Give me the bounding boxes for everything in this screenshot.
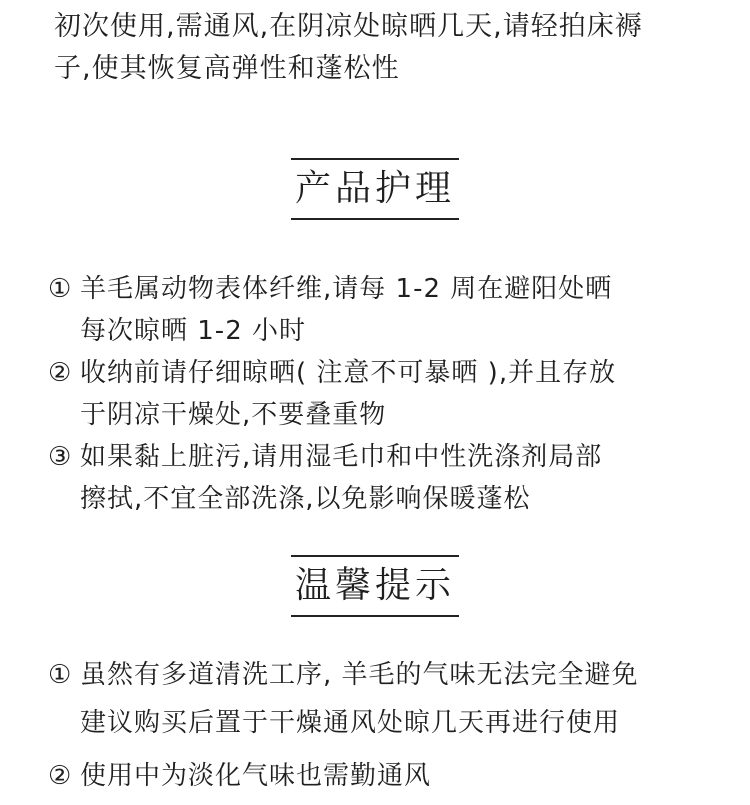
intro-line: 初次使用,需通风,在阴凉处晾晒几天,请轻拍床褥 [54,11,643,42]
item-text-continued: 于阴凉干燥处,不要叠重物 [80,400,387,430]
item-text-continued: 擦拭,不宜全部洗涤,以免影响保暖蓬松 [80,484,531,514]
item-number: ② [48,761,73,791]
care-list [48,268,728,520]
tips-section-title: 温馨提示 [291,555,459,617]
list-item [48,752,728,800]
item-text: 如果黏上脏污,请用湿毛巾和中性洗涤剂局部 [80,442,603,472]
item-number: ③ [48,442,73,472]
item-number: ② [48,358,73,388]
item-text: 使用中为淡化气味也需勤通风 [80,761,432,791]
item-number: ① [48,660,73,690]
intro-line: 子,使其恢复高弹性和蓬松性 [54,53,400,84]
item-number: ① [48,274,73,304]
list-item [48,268,728,352]
list-item [48,651,728,747]
item-text-continued: 每次晾晒 1-2 小时 [80,316,306,346]
item-text: 羊毛属动物表体纤维,请每 1-2 周在避阳处晒 [80,274,613,304]
item-text: 收纳前请仔细晾晒( 注意不可暴晒 ),并且存放 [80,358,617,388]
intro-paragraph [54,6,714,90]
item-text-continued: 建议购买后置于干燥通风处晾几天再进行使用 [80,708,621,738]
care-section-title: 产品护理 [291,158,459,220]
list-item [48,352,728,436]
list-item [48,436,728,520]
item-text: 虽然有多道清洗工序, 羊毛的气味无法完全避免 [80,660,639,690]
